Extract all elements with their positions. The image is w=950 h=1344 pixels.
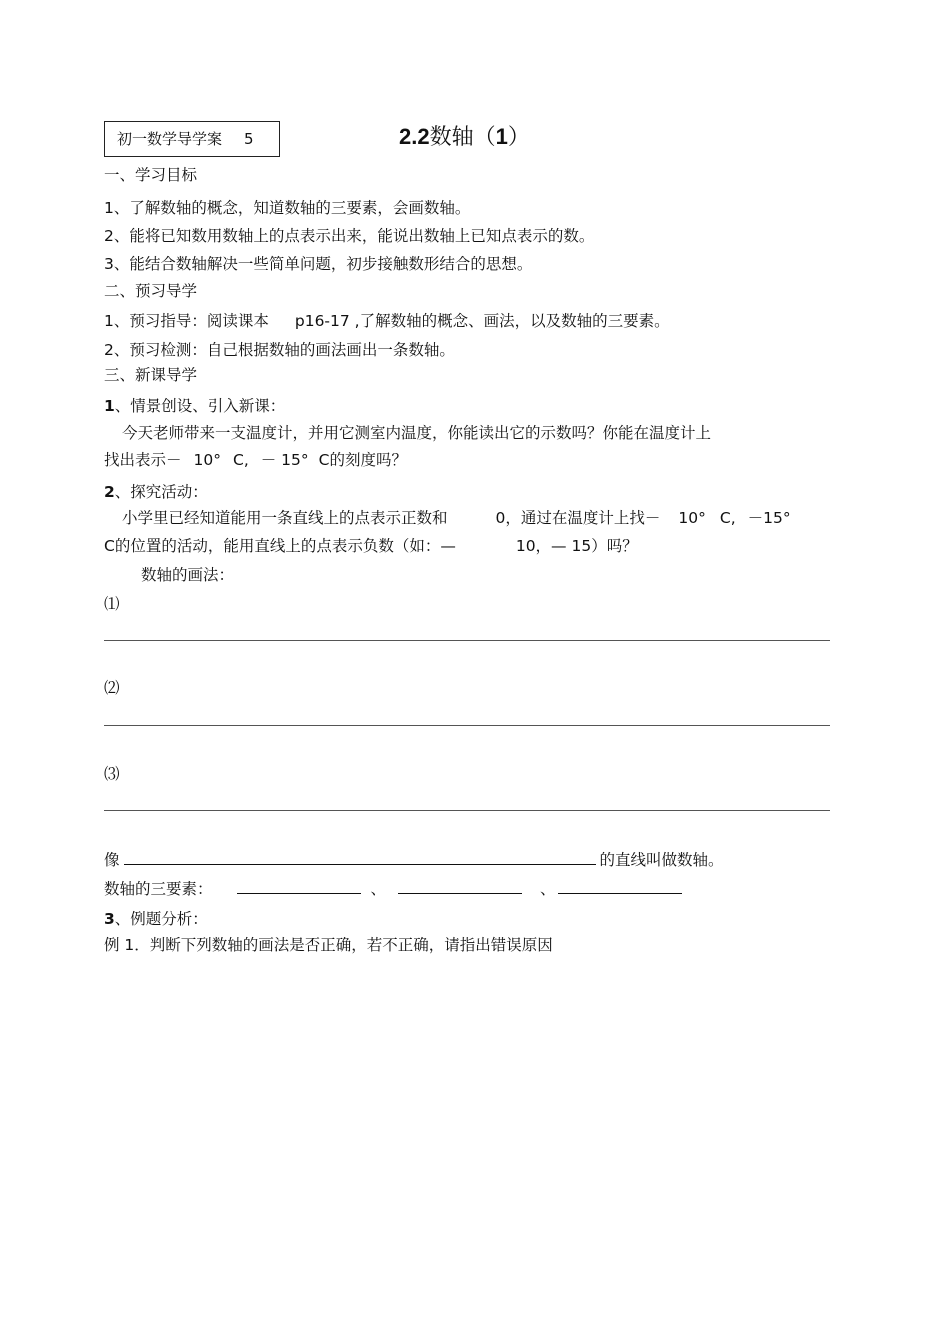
step-2-marker: ⑵ xyxy=(104,679,120,697)
lesson-number: 5 xyxy=(244,130,254,148)
definition-suffix: 的直线叫做数轴。 xyxy=(599,851,724,869)
activity-paragraph-1 xyxy=(122,508,791,528)
scenario-temp-10: 10° xyxy=(193,451,221,469)
subsection-3-number: 3 xyxy=(104,910,115,928)
section3-heading: 三、新课导学 xyxy=(104,366,198,384)
definition-blank[interactable] xyxy=(124,848,596,865)
example-1: 例 1．判断下列数轴的画法是否正确，若不正确，请指出错误原因 xyxy=(104,936,553,954)
scenario-unit-c: C, xyxy=(233,451,249,469)
lesson-label-box xyxy=(104,121,280,157)
title-close: ） xyxy=(507,125,530,150)
scenario-paragraph-1: 今天老师带来一支温度计，并用它测室内温度，你能读出它的示数吗？你能在温度计上 xyxy=(122,424,712,442)
subsection-1-text: 、情景创设、引入新课： xyxy=(114,397,286,415)
activity-paragraph-2 xyxy=(104,536,638,556)
scenario-paragraph-2 xyxy=(104,450,407,470)
element-blank-3[interactable] xyxy=(558,877,682,894)
three-elements-label: 数轴的三要素： xyxy=(104,880,213,898)
title-number: 2.2 xyxy=(399,124,430,149)
preview-guide-b: p16-17 ,了解数轴的概念、画法，以及数轴的三要素。 xyxy=(294,312,670,330)
subsection-2-heading xyxy=(104,482,208,502)
objective-3: 3、能结合数轴解决一些简单问题，初步接触数形结合的思想。 xyxy=(104,255,533,273)
activity-text-c: C的位置的活动，能用直线上的点表示负数（如：— xyxy=(104,537,456,555)
subsection-3-text: 、例题分析： xyxy=(114,910,208,928)
preview-guide-a: 1、预习指导：阅读课本 xyxy=(104,312,269,330)
activity-temp-15: －15° xyxy=(747,509,791,527)
step-3-answer-line[interactable] xyxy=(104,810,830,811)
activity-text-b: 0，通过在温度计上找－ xyxy=(495,509,661,527)
activity-text-a: 小学里已经知道能用一条直线上的点表示正数和 xyxy=(122,509,448,527)
activity-unit-c: C, xyxy=(719,509,736,527)
lesson-label: 初一数学导学案 xyxy=(117,130,223,148)
element-separator-1: 、 xyxy=(370,880,387,898)
step-2-answer-line[interactable] xyxy=(104,725,830,726)
subsection-1-number: 1 xyxy=(104,397,115,415)
subsection-2-number: 2 xyxy=(104,483,115,501)
preview-guide xyxy=(104,311,670,331)
definition-prefix: 像 xyxy=(104,851,120,869)
drawing-method-label: 数轴的画法： xyxy=(141,566,235,584)
subsection-3-heading xyxy=(104,909,208,929)
subsection-2-text: 、探究活动： xyxy=(114,483,208,501)
element-blank-1[interactable] xyxy=(237,877,361,894)
section1-heading: 一、学习目标 xyxy=(104,166,198,184)
scenario-text-e: C的刻度吗？ xyxy=(318,451,407,469)
activity-temp-10: 10° xyxy=(678,509,706,527)
subsection-1-heading xyxy=(104,396,285,416)
step-1-marker: ⑴ xyxy=(104,595,120,613)
title-text: 数轴（ xyxy=(429,125,496,150)
scenario-text-a: 找出表示－ xyxy=(104,451,182,469)
objective-1: 1、了解数轴的概念，知道数轴的三要素，会画数轴。 xyxy=(104,199,471,217)
element-blank-2[interactable] xyxy=(398,877,522,894)
definition-sentence xyxy=(104,848,724,870)
title-paren-number: 1 xyxy=(495,124,508,149)
three-elements-line xyxy=(104,877,682,899)
step-1-answer-line[interactable] xyxy=(104,640,830,641)
section2-heading: 二、预习导学 xyxy=(104,282,198,300)
activity-text-d: 10，— 15）吗？ xyxy=(515,537,638,555)
page-title xyxy=(399,123,530,152)
preview-check: 2、预习检测：自己根据数轴的画法画出一条数轴。 xyxy=(104,341,455,359)
step-3-marker: ⑶ xyxy=(104,765,120,783)
objective-2: 2、能将已知数用数轴上的点表示出来，能说出数轴上已知点表示的数。 xyxy=(104,227,595,245)
scenario-temp-15: － 15° xyxy=(260,451,309,469)
element-separator-2: 、 xyxy=(540,880,556,898)
